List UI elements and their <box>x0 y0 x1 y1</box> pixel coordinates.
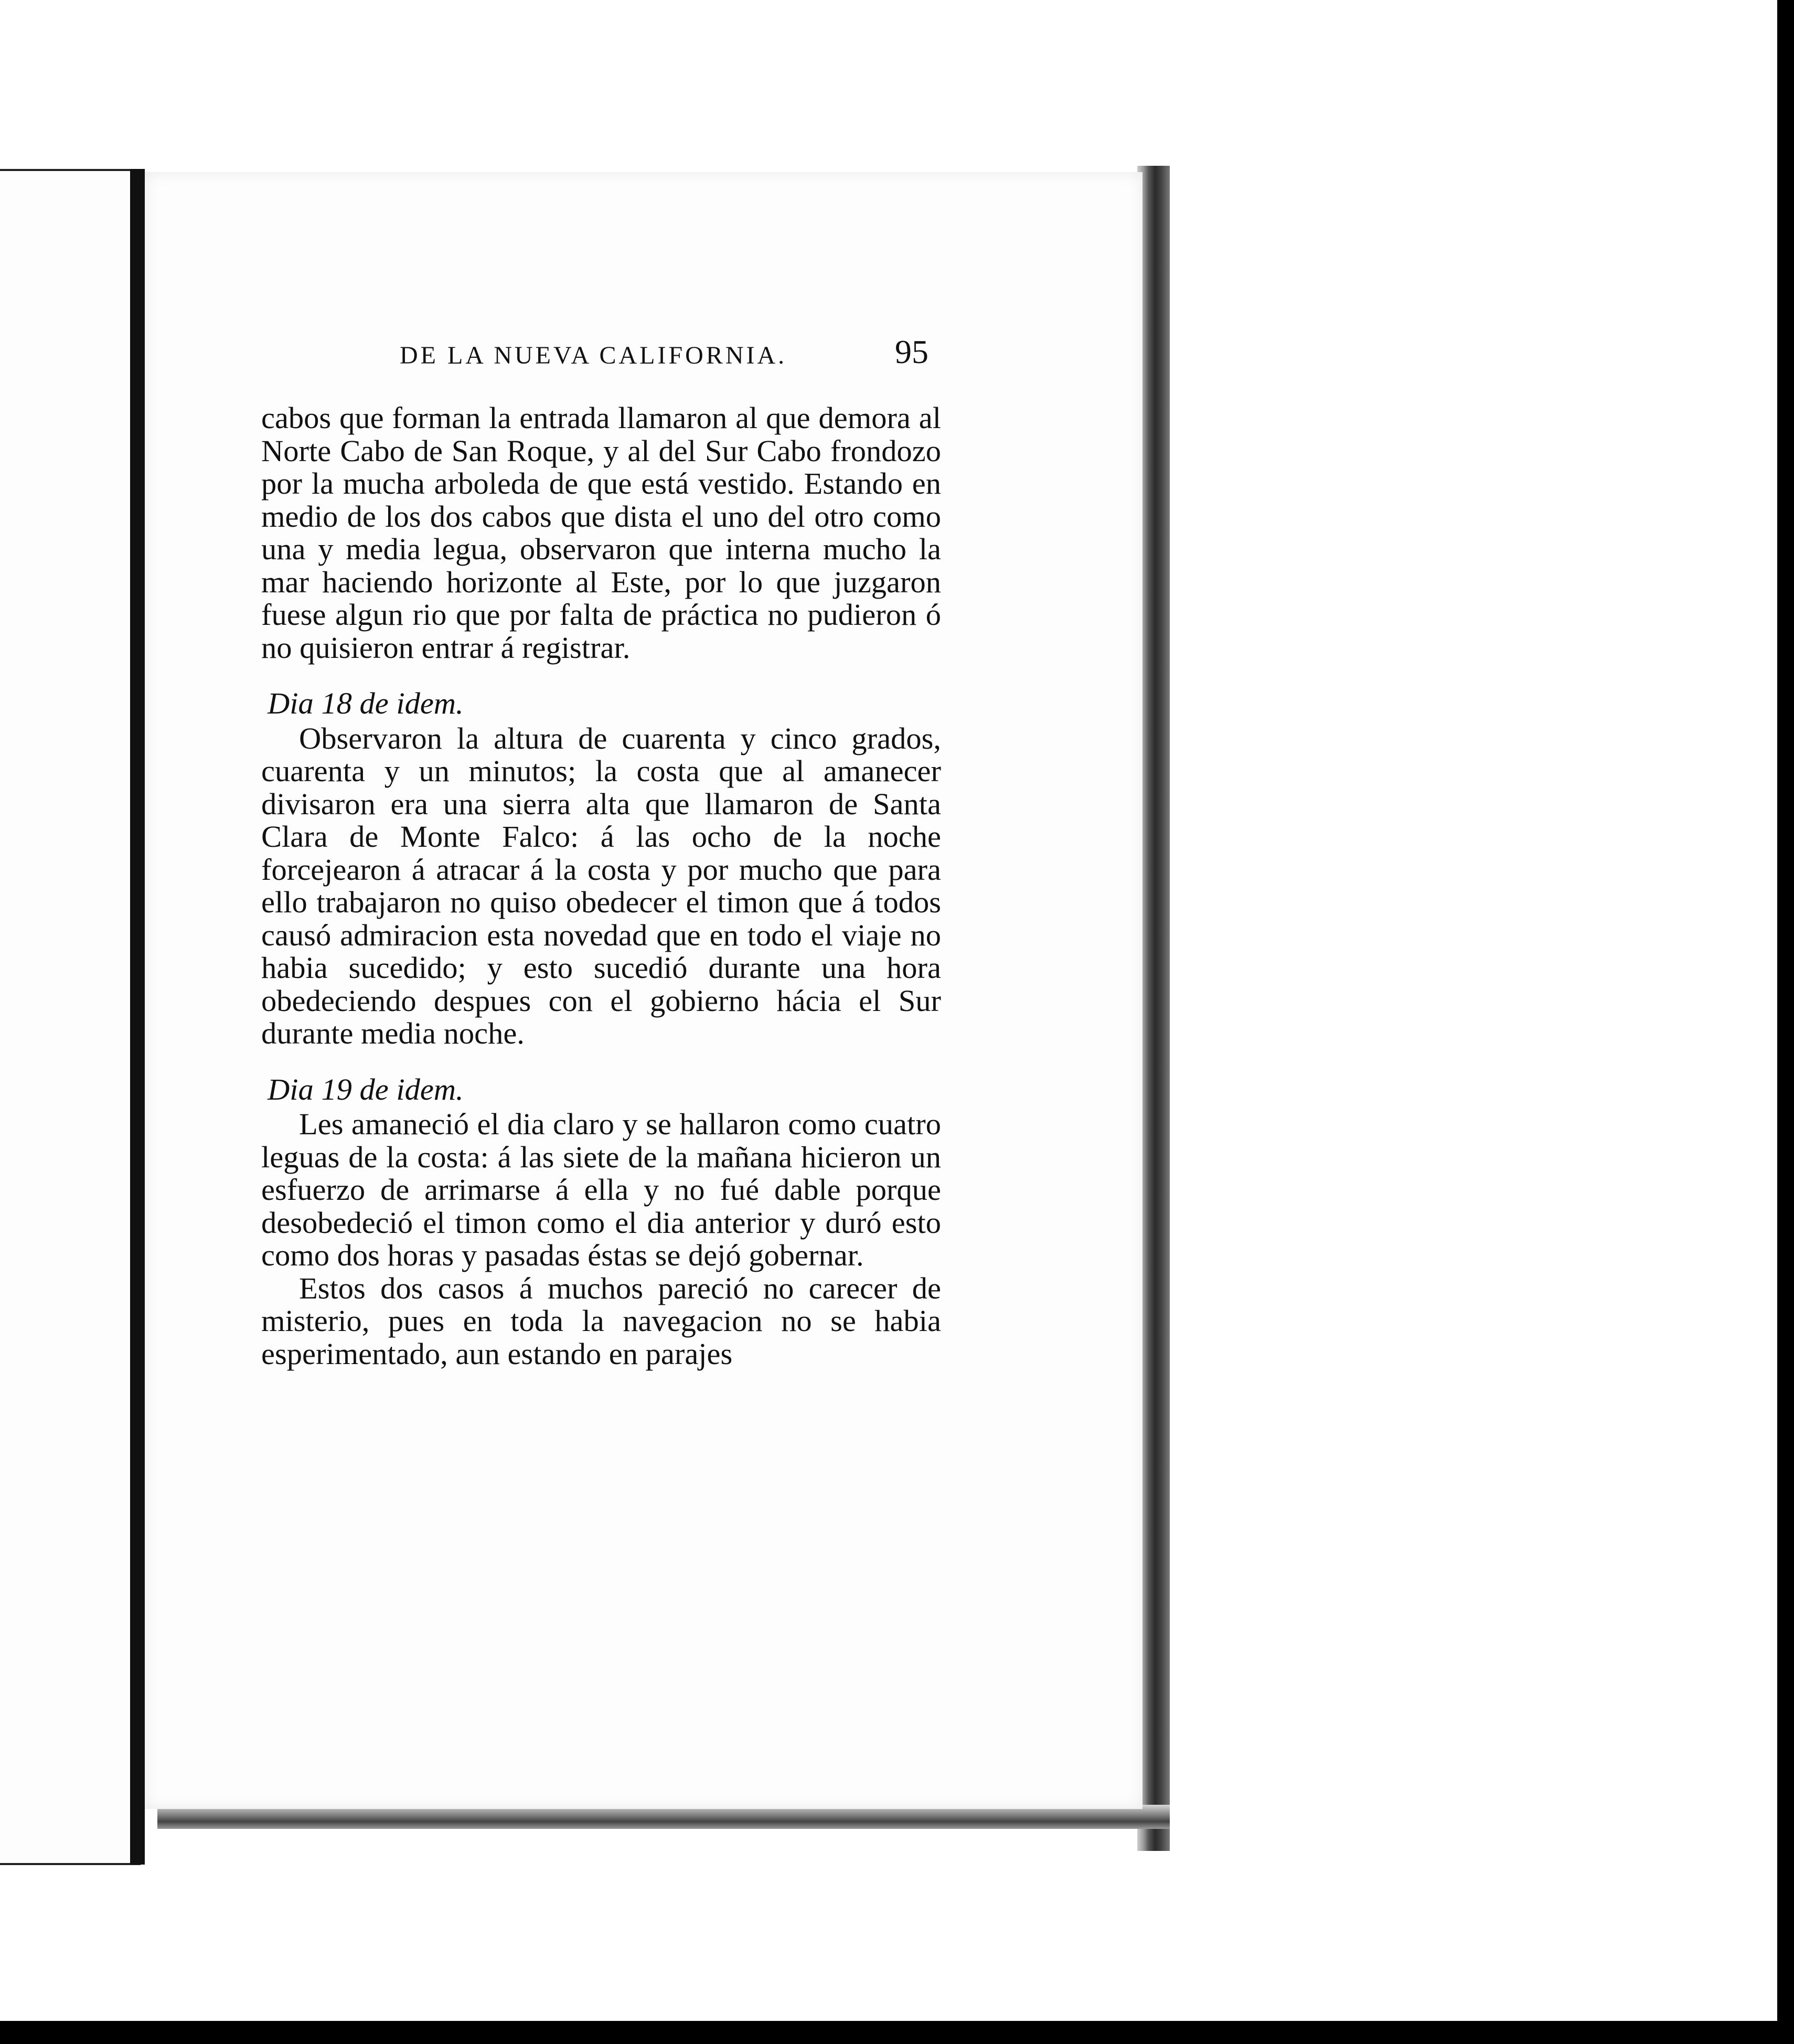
paragraph: Les amaneció el dia claro y se hallaron como cuatro leguas de la costa: á las siete de la mañana hicieron un esfuerzo de arrimarse á ella y no fué dable porque desobedeció el timon como el dia anterior y duró esto como dos horas y pasadas éstas se dejó gobernar. <box>261 1107 941 1272</box>
paragraph: Estos dos casos á muchos pareció no carecer de misterio, pues en toda la navegacion no se habia esperimentado, aun estando en parajes <box>261 1271 941 1371</box>
book-gutter <box>130 169 145 1865</box>
film-frame-bottom-border <box>0 2021 1794 2044</box>
paragraph: cabos que forman la entrada llamaron al que demora al Norte Cabo de San Roque, y al del Sur Cabo frondozo por la mucha arboleda de que está vestido. Estando en medio de los dos cabos que dista el uno del otro como una y media legua, observaron que interna mucho la mar haciendo horizonte al Este, por lo que juzgaron fuese algun rio que por falta de práctica no pudieron ó no quisieron entrar á registrar. <box>261 401 941 665</box>
page-number: 95 <box>895 333 928 370</box>
paragraph: Observaron la altura de cuarenta y cinco grados, cuarenta y un minutos; la costa que al amanecer divisaron era una sierra alta que llamaron de Santa Clara de Monte Falco: á las ocho de la noche forcejearon á atracar á la costa y por mucho que para ello trabajaron no quiso obedecer el timon que á todos causó admiracion esta novedad que en todo el viaje no habia sucedido; y esto sucedió durante una hora obedeciendo despues con el gobierno hácia el Sur durante media noche. <box>261 721 941 1050</box>
facing-page-edge <box>0 169 141 1865</box>
film-frame-right-border <box>1777 0 1794 2044</box>
page-body <box>261 402 941 1370</box>
entry-heading: Dia 18 de idem. <box>268 686 464 720</box>
running-title: DE LA NUEVA CALIFORNIA. <box>400 342 787 369</box>
entry-heading: Dia 19 de idem. <box>268 1072 464 1106</box>
